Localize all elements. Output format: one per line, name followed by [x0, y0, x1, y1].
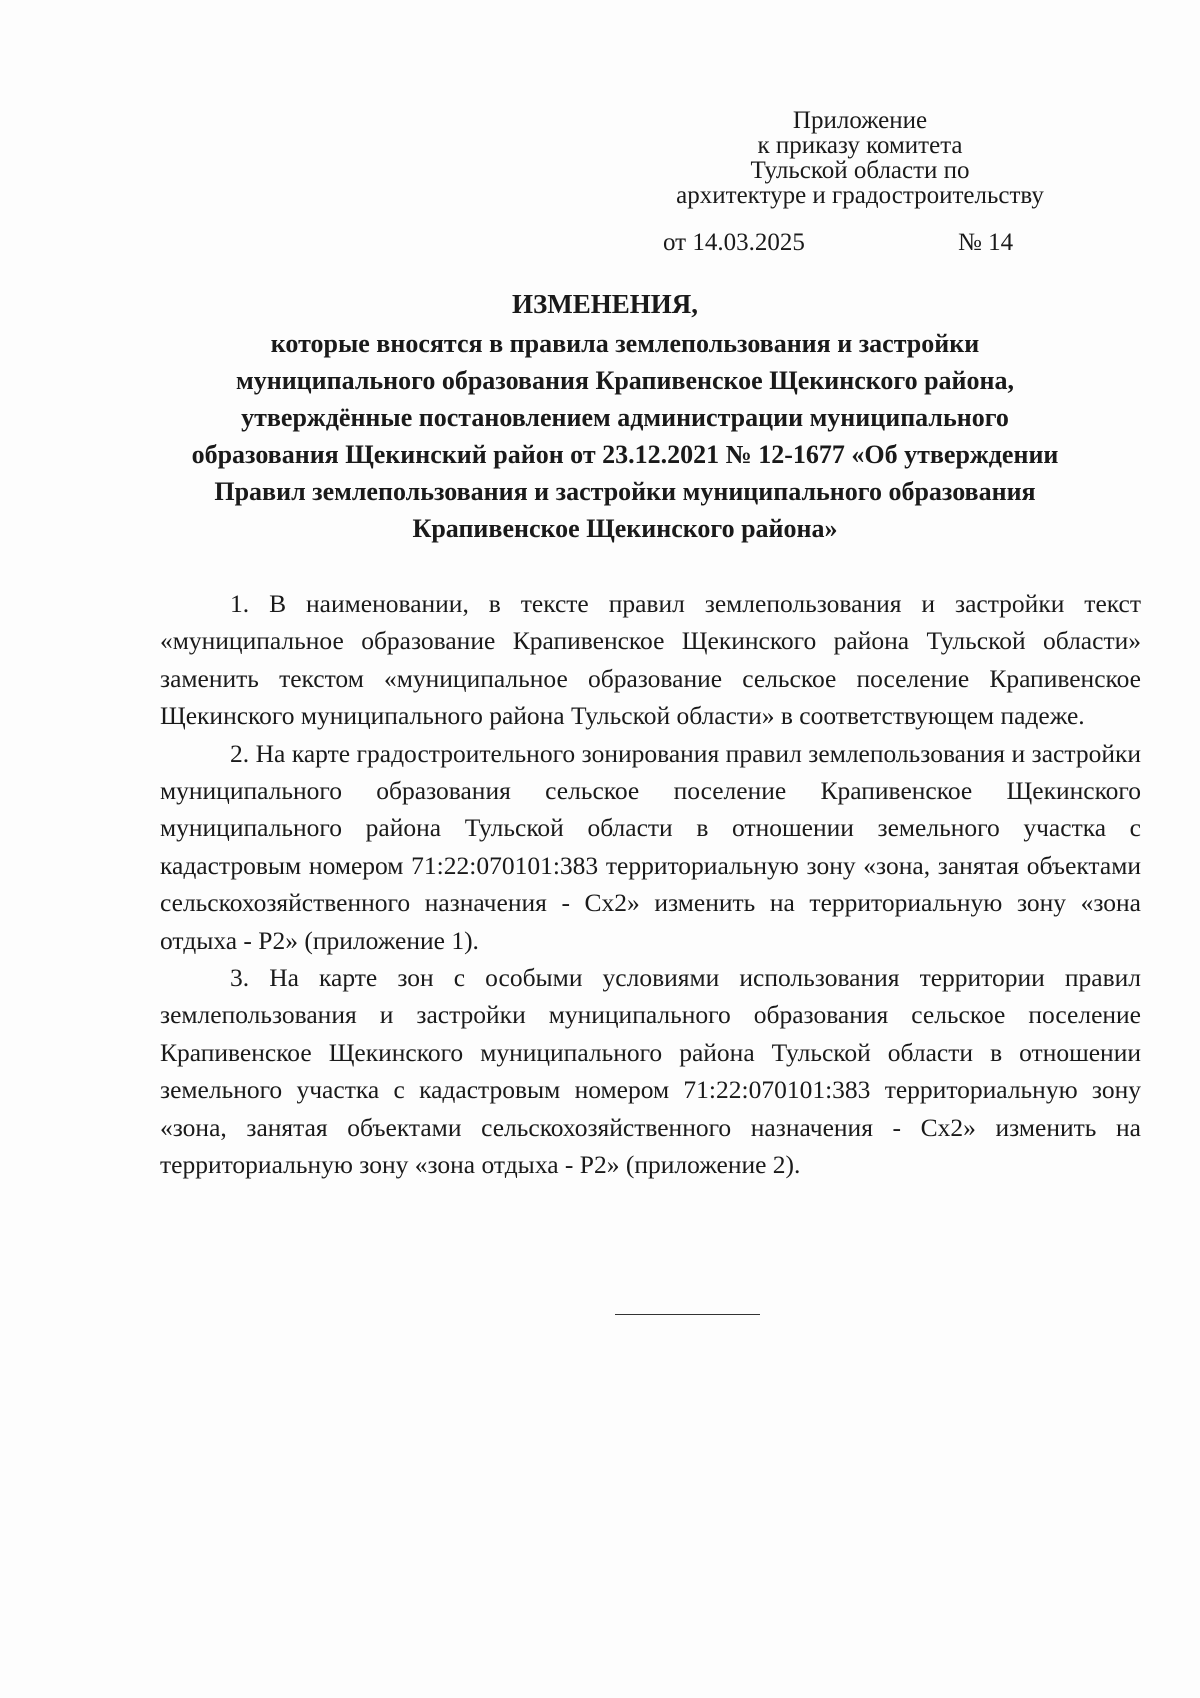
subtitle-line: Правил землепользования и застройки муниципального образования [214, 477, 1036, 506]
order-number: № 14 [958, 229, 1014, 256]
document-body [160, 585, 1141, 1184]
appendix-line: Приложение [792, 107, 928, 134]
document-title: ИЗМЕНЕНИЯ, [511, 289, 698, 319]
appendix-header [630, 108, 1090, 208]
appendix-line: архитектуре и градостроительству [676, 182, 1044, 209]
order-date: от 14.03.2025 [663, 229, 805, 256]
paragraph-3: 3. На карте зон с особыми условиями использования территории правил землепользования и застройки муниципального образования сельское поселение Крапивенское Щекинского муниципального района Тульской области в отношении земельного участка с кадастровым номером 71:22:070101:383 территориальную зону «зона, занятая объектами сельскохозяйственного назначения - Сх2» изменить на территориальную зону «зона отдыха - Р2» (приложение 2). [160, 963, 1141, 1180]
paragraph-2: 2. На карте градостроительного зонирования правил землепользования и застройки муниципального образования сельское поселение Крапивенское Щекинского муниципального района Тульской области в отношении земельного участка с кадастровым номером 71:22:070101:383 территориальную зону «зона, занятая объектами сельскохозяйственного назначения - Сх2» изменить на территориальную зону «зона отдыха - Р2» (приложение 1). [160, 738, 1141, 955]
appendix-line: Тульской области по [750, 157, 970, 184]
subtitle-line: Крапивенское Щекинского района» [412, 514, 838, 543]
subtitle-line: образования Щекинский район от 23.12.2021 № 12-1677 «Об утверждении [191, 440, 1059, 469]
paragraph-1: 1. В наименовании, в тексте правил землепользования и застройки текст «муниципальное образование Крапивенское Щекинского района Тульской области» заменить текстом «муниципальное образование сельское поселение Крапивенское Щекинского муниципального района Тульской области» в соответствующем падеже. [160, 589, 1141, 731]
subtitle-line: утверждённые постановлением администрации муниципального [241, 403, 1009, 432]
end-divider [615, 1314, 760, 1315]
document-subtitle [160, 325, 1090, 547]
appendix-line: к приказу комитета [757, 132, 963, 159]
subtitle-line: муниципального образования Крапивенское Щекинского района, [236, 366, 1014, 395]
subtitle-line: которые вносятся в правила землепользования и застройки [270, 329, 980, 358]
